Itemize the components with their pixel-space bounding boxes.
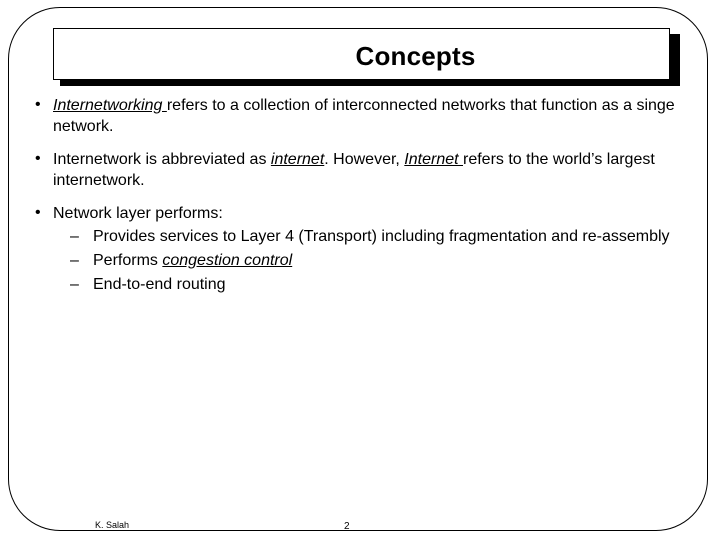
bullet-3-text: Network layer performs: — [53, 205, 223, 222]
term-internet-upper: Internet — [404, 151, 463, 168]
bullet-1-text: refers to a collection of interconnected networks that function as a singe network. — [53, 97, 675, 135]
sub-list — [53, 226, 695, 295]
bullet-dot-icon: • — [35, 204, 41, 221]
bullet-1 — [35, 95, 695, 137]
sub-item-2 — [53, 250, 673, 271]
bullet-2 — [35, 149, 695, 191]
sub-item-2-text: Performs — [93, 252, 163, 269]
term-congestion-control: congestion control — [162, 252, 293, 269]
sub-item-1-text: Provides services to Layer 4 (Transport) including fragmentation and re-assembly — [93, 228, 670, 245]
footer-author: K. Salah — [95, 520, 130, 530]
bullet-3 — [35, 203, 695, 295]
sub-item-1 — [53, 226, 673, 247]
bullet-2-text-c: refers to the world’s largest internetwork. — [53, 151, 655, 189]
bullet-2-text-a: Internetwork is abbreviated as — [53, 151, 271, 168]
dash-icon: – — [70, 276, 79, 293]
title-box — [53, 28, 670, 80]
bullet-dot-icon: • — [35, 96, 41, 113]
slide-content — [35, 95, 695, 307]
term-internetworking: Internetworking — [53, 97, 167, 114]
sub-item-3 — [53, 274, 673, 295]
bullet-dot-icon: • — [35, 150, 41, 167]
slide-title: Concepts — [355, 40, 476, 71]
sub-item-3-text: End-to-end routing — [93, 276, 226, 293]
dash-icon: – — [70, 252, 79, 269]
page-number: 2 — [344, 521, 350, 532]
term-internet-lower: internet — [270, 151, 325, 168]
bullet-2-text-b: . However, — [324, 151, 405, 168]
dash-icon: – — [70, 228, 79, 245]
